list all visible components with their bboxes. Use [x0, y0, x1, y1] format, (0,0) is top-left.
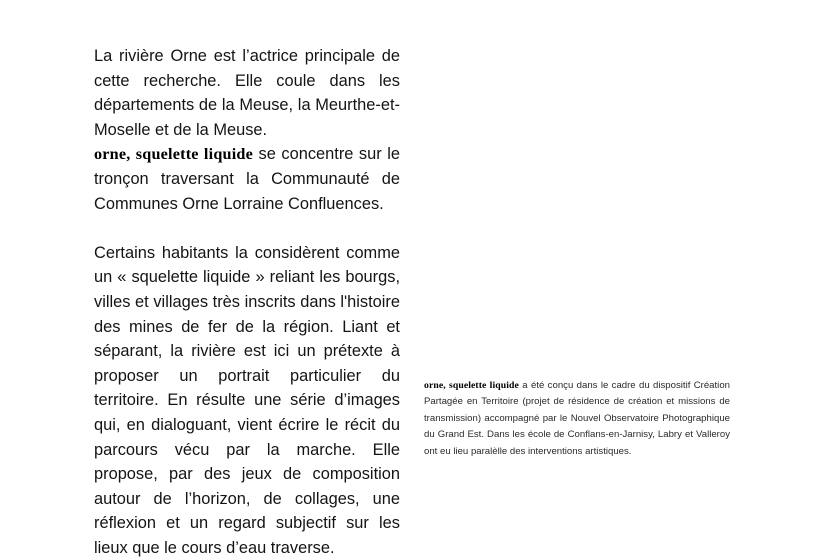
paragraph-intro: [94, 44, 400, 216]
work-title-inline: orne, squelette liquide: [94, 145, 254, 164]
main-text-column: [94, 44, 400, 560]
caption-work-title: orne, squelette liquide: [424, 380, 519, 391]
paragraph-description: [94, 241, 400, 560]
caption-credits: [424, 378, 730, 460]
paragraph-intro-lead: La rivière Orne est l’actrice principale de cette recherche. Elle coule dans les départements de la Meuse, la Meurthe-et-Moselle et de la Meuse.: [94, 47, 400, 139]
paragraph-intro-continuation: se concentre sur le tronçon traversant la Communauté de Communes Orne Lorraine Confluences.: [94, 145, 400, 213]
caption-credits-text: a été conçu dans le cadre du dispositif Création Partagée en Territoire (projet de résidence de création et missions de transmission) accompagné par le Nouvel Observatoire Photographique du Grand Est. Dans les école de Conflans-en-Jarnisy, Labry et Valleroy ont eu lieu paralèlle des interventions artistiques.: [424, 380, 730, 457]
paragraph-description-text: Certains habitants la considèrent comme un « squelette liquide » reliant les bourgs, villes et villages très inscrits dans l'histoire des mines de fer de la région. Liant et séparant, la rivière est ici un prétexte à proposer un portrait particulier du territoire. En résulte une série d’images qui, en dialoguant, vient écrire le récit du parcours vécu par la marche. Elle propose, par des jeux de composition autour de l’horizon, de collages, une réflexion et un regard subjectif sur les lieux que le cours d’eau traverse.: [94, 243, 400, 557]
caption-column: [424, 378, 730, 460]
